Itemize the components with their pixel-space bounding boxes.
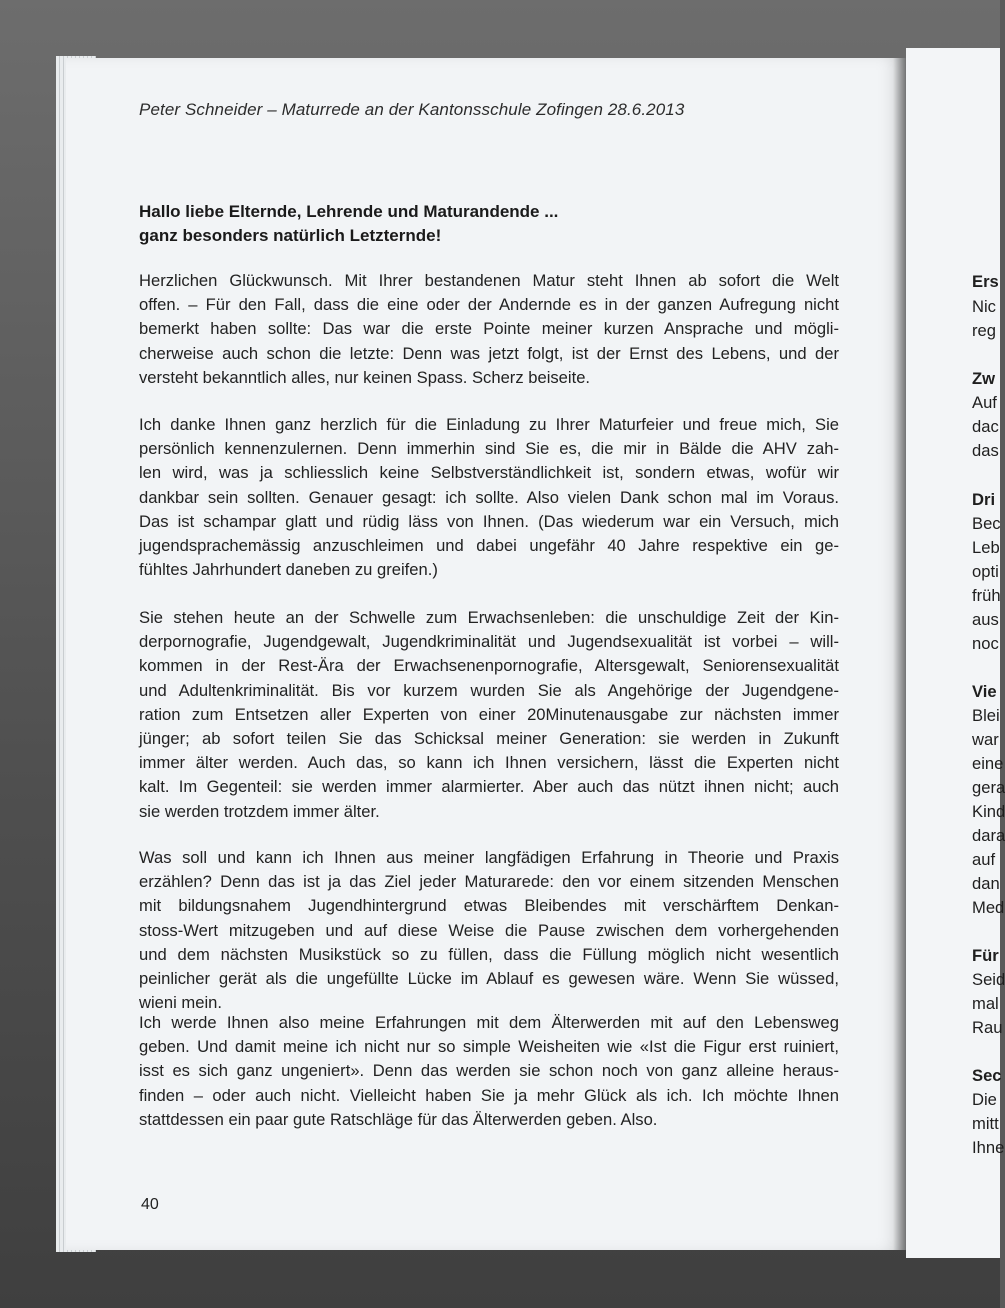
text-line: stoss-Wert mitzugeben und auf diese Weise die Pause zwischen dem vorhergehenden	[139, 920, 839, 940]
text-line: mit bildungsnahem Jugendhintergrund etwas Bleibendes mit verschärftem Denkan-	[139, 896, 839, 916]
facing-fragment: früh	[972, 586, 1001, 605]
text-line: fühltes Jahrhundert daneben zu greifen.)	[139, 560, 438, 580]
text-line: jugendsprachemässig anzuschleimen und dabei ungefähr 40 Jahre respektive ein ge-	[139, 536, 839, 556]
facing-fragment: opti	[972, 562, 999, 581]
facing-fragment: war	[972, 730, 999, 749]
text-line: immer älter werden. Auch das, so kann ich Ihnen versichern, lässt die Experten nicht	[139, 753, 839, 773]
text-line: persönlich kennenzulernen. Denn immerhin sind Sie es, die mir in Bälde die AHV zah-	[139, 439, 839, 459]
paragraph-3	[139, 606, 839, 824]
facing-fragment: eine	[972, 754, 1004, 773]
facing-fragment: Leb	[972, 538, 1000, 557]
facing-fragment: dara	[972, 826, 1005, 845]
text-line: dankbar sein sollten. Genauer gesagt: ich sollte. Also vielen Dank schon mal im Voraus.	[139, 487, 839, 507]
text-line: cherweise auch schon die letzte: Denn was jetzt folgt, ist der Ernst des Lebens, und der	[139, 343, 839, 363]
facing-fragment: Ers	[972, 272, 999, 291]
facing-fragment: das	[972, 441, 999, 460]
salutation-heading	[139, 200, 839, 248]
paragraph-5	[139, 1011, 839, 1132]
text-line: len wird, was ja schliesslich keine Selbstverständlichkeit ist, sondern etwas, wofür wir	[139, 463, 839, 483]
text-line: Ich danke Ihnen ganz herzlich für die Einladung zu Ihrer Maturfeier und freue mich, Sie	[139, 415, 839, 434]
text-line: geben. Und damit meine ich nicht nur so simple Weisheiten wie «Ist die Figur erst ruiniert,	[139, 1037, 839, 1057]
facing-fragment: Blei	[972, 706, 1000, 725]
paragraph-4	[139, 846, 839, 1015]
facing-fragment: Vie	[972, 682, 997, 701]
facing-fragment: Bec	[972, 514, 1001, 533]
text-line: kommen in der Rest-Ära der Erwachsenenpornografie, Altersgewalt, Seniorensexualität	[139, 656, 839, 676]
page-number: 40	[141, 1196, 159, 1213]
text-line: isst es sich ganz ungeniert». Denn das werden sie schon noch von ganz alleine heraus-	[139, 1061, 839, 1081]
text-line: kalt. Im Gegenteil: sie werden immer alarmierter. Aber auch das nützt ihnen nicht; auch	[139, 777, 839, 797]
facing-fragment: Rau	[972, 1018, 1003, 1037]
paragraph-2	[139, 413, 839, 582]
facing-fragment: Nic	[972, 297, 996, 316]
facing-fragment: Zw	[972, 369, 996, 388]
salutation-line-2: ganz besonders natürlich Letzternde!	[139, 226, 442, 245]
paragraph-1	[139, 269, 839, 390]
facing-fragment: Die	[972, 1090, 997, 1109]
text-line: bemerkt haben sollte: Das war die erste Pointe meiner kurzen Ansprache und mögli-	[139, 319, 839, 339]
facing-fragment: Ihne	[972, 1138, 1005, 1157]
facing-fragment: mitt	[972, 1114, 999, 1133]
facing-fragment: noc	[972, 634, 999, 653]
facing-fragment: Kind	[972, 802, 1005, 821]
facing-fragment: gera	[972, 778, 1005, 797]
text-line: Was soll und kann ich Ihnen aus meiner langfädigen Erfahrung in Theorie und Praxis	[139, 848, 839, 867]
text-line: und Adultenkriminalität. Bis vor kurzem wurden Sie als Angehörige der Jugendgene-	[139, 680, 839, 700]
text-line: derpornografie, Jugendgewalt, Jugendkriminalität und Jugendsexualität ist vorbei – will-	[139, 632, 839, 652]
text-line: erzählen? Denn das ist ja das Ziel jeder Maturarede: den vor einem sitzenden Menschen	[139, 872, 839, 892]
salutation-line-1: Hallo liebe Elternde, Lehrende und Maturandende ...	[139, 202, 559, 221]
text-line: Das ist schampar glatt und rüdig läss von Ihnen. (Das wiederum war ein Versuch, mich	[139, 511, 839, 531]
facing-fragment: Seid	[972, 970, 1005, 989]
running-header: Peter Schneider – Maturrede an der Kantonsschule Zofingen 28.6.2013	[139, 100, 685, 119]
text-line: offen. – Für den Fall, dass die eine oder der Andernde es in der ganzen Aufregung nicht	[139, 295, 839, 315]
facing-fragment: mal	[972, 994, 999, 1013]
facing-fragment: aus	[972, 610, 999, 629]
text-line: Herzlichen Glückwunsch. Mit Ihrer bestandenen Matur steht Ihnen ab sofort die Welt	[139, 271, 839, 290]
text-line: stattdessen ein paar gute Ratschläge für das Älterwerden geben. Also.	[139, 1109, 658, 1129]
facing-fragment: auf	[972, 850, 996, 869]
facing-fragment: reg	[972, 321, 996, 340]
facing-fragment: Sec	[972, 1066, 1002, 1085]
text-line: versteht bekanntlich alles, nur keinen Spass. Scherz beiseite.	[139, 367, 591, 387]
text-line: finden – oder auch nicht. Vielleicht haben Sie ja mehr Glück als ich. Ich möchte Ihnen	[139, 1085, 839, 1105]
facing-fragment: dan	[972, 874, 1000, 893]
text-line: wieni mein.	[139, 993, 223, 1013]
facing-fragment: dac	[972, 417, 999, 436]
text-line: Ich werde Ihnen also meine Erfahrungen mit dem Älterwerden mit auf den Lebensweg	[139, 1013, 839, 1032]
facing-fragment: Med	[972, 898, 1005, 917]
facing-fragment: Für	[972, 946, 999, 965]
facing-fragment: Dri	[972, 490, 996, 509]
text-line: peinlicher gerät als die ungefüllte Lücke im Ablauf es gewesen wäre. Wenn Sie wüssed,	[139, 969, 839, 989]
text-line: sie werden trotzdem immer älter.	[139, 801, 380, 821]
text-line: jünger; ab sofort teilen Sie das Schicksal meiner Generation: sie werden in Zukunft	[139, 729, 839, 749]
text-line: Sie stehen heute an der Schwelle zum Erwachsenleben: die unschuldige Zeit der Kin-	[139, 608, 839, 627]
text-line: ration zum Entsetzen aller Experten von einer 20Minutenausgabe zur nächsten immer	[139, 704, 839, 724]
facing-fragment: Auf	[972, 393, 997, 412]
text-line: und dem nächsten Musikstück so zu füllen, dass die Füllung möglich nicht wesentlich	[139, 944, 839, 964]
